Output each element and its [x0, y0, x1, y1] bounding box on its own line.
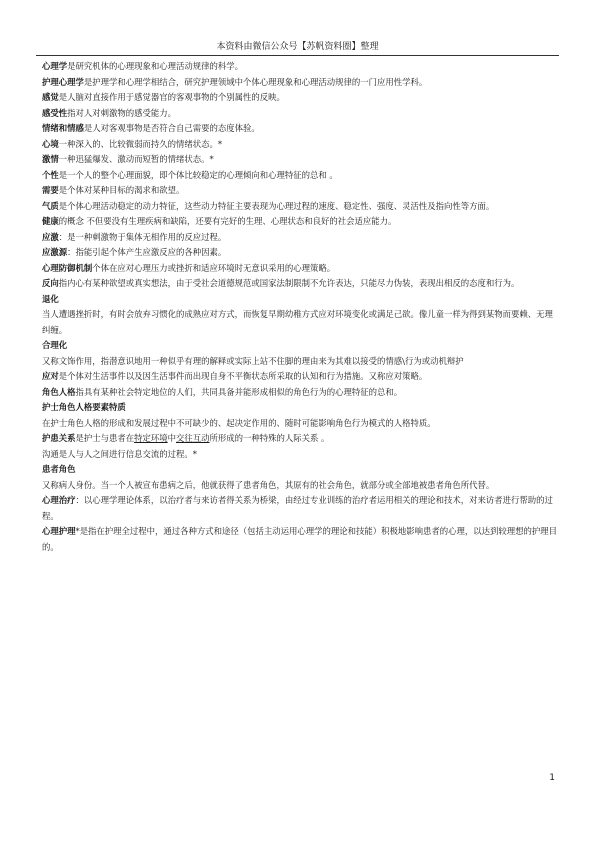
entry-term: 激情: [42, 154, 59, 164]
entry-paragraph: [42, 199, 559, 215]
entry-paragraph: [42, 369, 559, 385]
page-number: 1: [549, 773, 555, 783]
entry-text: ：以心理学理论体系，以治疗者与来访者得关系为桥梁，由经过专业训练的治疗者运用相关的理论和技术，对来访者进行帮助的过程。: [42, 495, 553, 521]
entry-paragraph: [42, 137, 559, 153]
entry-term: 需要: [42, 185, 59, 195]
entry-text: 当人遭遇挫折时，有时会放弃习惯化的成熟应对方式，而恢复早期幼稚方式应对环境变化或满足己欲。像儿童一样为得到某物而要赖、无理纠缠。: [42, 309, 553, 335]
entry-term: 护患关系: [42, 433, 76, 443]
entry-term: 健康: [42, 216, 59, 226]
entry-paragraph: [42, 152, 559, 168]
entry-term: 应激: [42, 231, 59, 242]
entry-term: 情绪和情感: [42, 123, 84, 133]
entry-text: 是护理学和心理学相结合，研究护理领域中个体心理现象和心理活动规律的一门应用性学科。: [83, 76, 428, 87]
entry-text: 是个体对生活事件以及因生活事件而出现自身不平衡状态所采取的认知和行为措施。又称应对策略。: [58, 371, 428, 381]
entry-term: 退化: [42, 293, 59, 304]
entry-text: 一种迅猛爆发、激动而短暂的情绪状态。*: [58, 154, 214, 164]
entry-term: 心境: [42, 138, 59, 149]
entry-text: 又称病人身份。当一个人被宣布患病之后，他就获得了患者角色，其原有的社会角色，就部分或全部地被患者角色所代替。: [42, 479, 495, 490]
entry-paragraph: [42, 524, 559, 555]
entry-paragraph: [42, 59, 559, 75]
entry-paragraph: [42, 121, 559, 137]
entry-text: 指具有某种社会特定地位的人们，共同具备并能形成相似的角色行为的心理特征的总和。: [75, 386, 403, 397]
entry-text: 是人脑对直接作用于感觉器官的客观事物的个别属性的反映。: [58, 92, 285, 102]
entry-text: 是护士与患者在特定环境中交往互动所形成的一种特殊的人际关系 。: [75, 433, 330, 443]
entry-paragraph: [42, 214, 559, 230]
entry-term: 患者角色: [42, 464, 76, 474]
entry-paragraph: [42, 447, 559, 463]
entry-text: 指内心有某种欲望或真实想法，由于受社会道德规范或国家法制限制不允许表达，只能尽力伪装，表现出相反的态度和行为。: [58, 278, 520, 288]
entry-text: 的概念 不但要没有生理疾病和缺陷，还要有完好的生理、心理状态和良好的社会适应能力。: [58, 216, 397, 226]
entry-term: 心理学: [42, 61, 68, 71]
entry-text: 是研究机体的心理现象和心理活动规律的科学。: [67, 61, 243, 71]
entry-text: 是个体心理活动稳定的动力特征，这些动力特征主要表现为心理过程的速度、稳定性、强度、灵活性及指向性等方面。: [58, 200, 495, 211]
entry-text: 指对人对刺激物的感受能力。: [67, 107, 176, 118]
entry-text: 沟通是人与人之间进行信息交流的过程。*: [42, 448, 197, 459]
entry-term: 应对: [42, 371, 59, 381]
document-body: [42, 59, 559, 555]
entry-term: 气质: [42, 200, 59, 211]
entry-term: 合理化: [42, 340, 68, 350]
entry-text: *是指在护理全过程中，通过各种方式和途径（包括主动运用心理学的理论和技能）积极地影响患者的心理，以达到较理想的护理目的。: [42, 526, 558, 552]
entry-term: 角色人格: [42, 386, 76, 397]
entry-term: 心理治疗: [42, 495, 76, 505]
entry-text: ：指能引起个体产生应激反应的各种因素。: [67, 247, 227, 257]
entry-text: 是人对客观事物是否符合自己需要的态度体验。: [83, 123, 260, 133]
entry-paragraph: [42, 90, 559, 106]
entry-paragraph: [42, 75, 559, 91]
entry-term: 护士角色人格要素特质: [42, 402, 126, 412]
entry-text: 一种深入的、比较微弱而持久的情绪状态。*: [58, 138, 223, 149]
entry-term: 护理心理学: [42, 76, 84, 87]
entry-term: 心理防御机制: [42, 262, 93, 273]
entry-paragraph: [42, 276, 559, 292]
entry-term: 反向: [42, 278, 59, 288]
entry-paragraph: [42, 245, 559, 261]
entry-term: 感受性: [42, 107, 68, 118]
entry-paragraph: [42, 230, 559, 246]
entry-paragraph: [42, 106, 559, 122]
entry-paragraph: [42, 261, 559, 277]
entry-text: 个体在应对心理压力或挫折和适应环境时无意识采用的心理策略。: [92, 262, 336, 273]
entry-paragraph: [42, 493, 559, 524]
page-header: 本资料由微信公众号【苏帆资料圈】整理: [36, 41, 559, 56]
entry-term: 感觉: [42, 92, 59, 102]
entry-text: 在护士角色人格的形成和发展过程中不可缺少的、起决定作用的、随时可能影响角色行为模式的人格特质。: [42, 417, 436, 428]
entry-paragraph: [42, 385, 559, 401]
entry-term: 应激源: [42, 247, 68, 257]
entry-paragraph: [42, 431, 559, 447]
entry-text: 是个体对某种目标的渴求和欲望。: [58, 185, 185, 195]
entry-text: 是一个人的整个心理面貌，即个体比较稳定的心理倾向和心理特征的总和 。: [58, 169, 338, 180]
entry-paragraph: [42, 168, 559, 184]
entry-text: 又称文饰作用，指潜意识地用一种似乎有理的解释或实际上站不住脚的理由来为其难以接受的情感\行为或动机辩护: [42, 355, 464, 366]
entry-term: 个性: [42, 169, 59, 180]
entry-paragraph: [42, 183, 559, 199]
entry-term: 心理护理: [42, 526, 76, 536]
entry-text: ：是一种刺激物于集体无相作用的反应过程。: [58, 231, 227, 242]
